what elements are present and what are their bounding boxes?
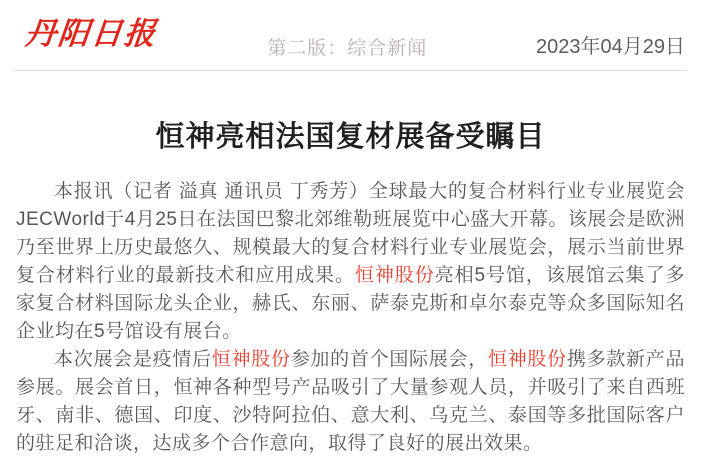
body-text: 本报讯（记者 溢真 通讯员 丁秀芳）全球最大的复合材料行业专业展览会JECWorld于4月25日在法国巴黎北郊维勒班展览中心盛大开幕。该展会是欧洲乃至世界上历史最悠久、规模最大的复合材料行业专业展览会，展示当前世界复合材料行业的最新技术和应用成果。 [16,181,685,286]
body-text: 本次展会是疫情后 [54,349,212,370]
body-text: 携多款新产品参展。展会首日，恒神各种型号产品吸引了大量参观人员，并吸引了来自西班牙、南非、德国、印度、沙特阿拉伯、意大利、乌克兰、泰国等多批国际客户的驻足和洽谈，达成多个合作意向，取得了良好的展出效果。 [16,349,685,454]
article-body [16,178,685,458]
paragraph [16,178,685,346]
issue-date: 2023年04月29日 [536,36,685,58]
newspaper-logo[interactable]: 丹阳日报 [23,16,159,51]
highlight-text: 恒神股份 [211,349,291,370]
highlight-text: 恒神股份 [487,349,567,370]
body-text: 参加的首个国际展会， [290,349,488,370]
highlight-text: 恒神股份 [354,265,435,286]
section-label[interactable]: 第二版：综合新闻 [267,38,428,59]
header [14,0,687,71]
article [0,114,701,458]
article-title: 恒神亮相法国复材展备受瞩目 [155,121,546,153]
paragraph [16,346,685,458]
body-text: 亮相5号馆，该展馆云集了多家复合材料国际龙头企业，赫氏、东丽、萨泰克斯和卓尔泰克等众多国际知名企业均在5号馆设有展台。 [16,265,685,342]
